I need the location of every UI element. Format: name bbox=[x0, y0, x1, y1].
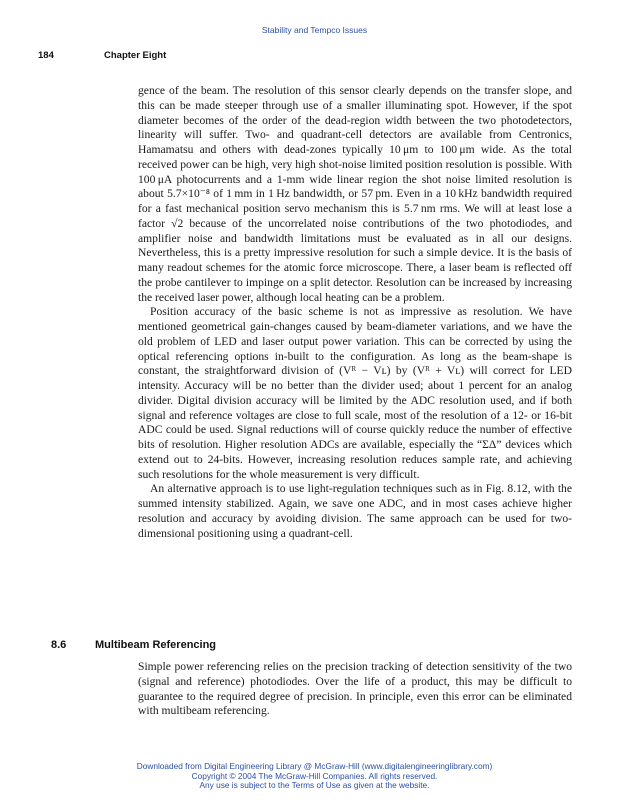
running-head: Stability and Tempco Issues bbox=[261, 25, 368, 35]
paragraph-alternative-approach: An alternative approach is to use light-regulation techniques such as in Fig. 8.12, with the summed intensity stabilized. Again, we save one ADC, and in most cases achieve higher resolution and accuracy by avoiding division. The same approach can be used for two-dimensional positioning using a quadrant-cell. bbox=[138, 482, 572, 540]
section-title: Multibeam Referencing bbox=[95, 639, 217, 651]
section-text bbox=[138, 660, 572, 719]
paragraph-multibeam: Simple power referencing relies on the precision tracking of detection sensitivity of the two (signal and reference) photodiodes. Over the life of a product, this may be difficult to guarantee to the required degree of precision. In principle, even this error can be eliminated with multibeam referencing. bbox=[138, 660, 572, 718]
footer-terms[interactable]: Any use is subject to the Terms of Use as given at the website. bbox=[199, 780, 430, 791]
section-number: 8.6 bbox=[51, 639, 67, 651]
paragraph-continued: gence of the beam. The resolution of this sensor clearly depends on the transfer slope, and this can be made steeper through use of a smaller illuminating spot. However, if the spot diameter becomes of the order of the dead-region width between the two photodetectors, linearity will suffer. Two- and quadrant-cell detectors are available from Centronics, Hamamatsu and others with dead-zones typically 10 μm to 100 μm wide. As the total received power can be high, very high shot-noise limited position resolution is possible. With 100 μA photocurrents and a 1-mm wide linear region the shot noise limited resolution is about 5.7×10⁻⁸ of 1 mm in 1 Hz bandwidth, or 57 pm. Even in a 10 kHz bandwidth required for a fast mechanical position servo mechanism this is 5.7 nm rms. We will at least lose a factor √2 because of the uncorrelated noise contributions of the two photodiodes, and amplifier noise and bandwidth limitations must be evaluated as in all our designs. Nevertheless, this is a pretty impressive resolution for such a simple device. It is the basis of many readout schemes for the atomic force microscope. There, a laser beam is reflected off the probe cantilever to impinge on a split detector. Resolution can be increased by increasing the received laser power, although local heating can be a problem. bbox=[138, 84, 572, 304]
footer-copyright: Copyright © 2004 The McGraw-Hill Companies. All rights reserved. bbox=[191, 770, 438, 781]
paragraph-position-accuracy: Position accuracy of the basic scheme is not as impressive as resolution. We have mentioned geometrical gain-changes caused by beam-diameter variations, and we have the old problem of LED and laser output power variation. This can be corrected by using the optical referencing options in-built to the configuration. As long as the beam-shape is constant, the straightforward division of (Vᴿ − Vʟ) by (Vᴿ + Vʟ) will correct for LED intensity. Accuracy will be no better than the divider used; about 1 percent for an analog divider. Digital division accuracy will be limited by the ADC resolution used, and if both signal and reference voltages are close to full scale, most of the resolution of a 12- or 16-bit ADC could be used. Signal reductions will of course quickly reduce the number of effective bits of resolution. Higher resolution ADCs are available, especially the “ΣΔ” devices which extend out to 24-bits. However, increasing resolution reduces sample rate, and achieving such resolutions for the whole measurement is very difficult. bbox=[138, 305, 572, 481]
footer-download-link[interactable]: Downloaded from Digital Engineering Library @ McGraw-Hill (www.digitalengineeringlibrary.com) bbox=[136, 761, 493, 771]
footer bbox=[0, 762, 629, 791]
section-heading bbox=[51, 639, 216, 651]
page-header bbox=[38, 50, 166, 61]
chapter-title: Chapter Eight bbox=[104, 50, 167, 61]
body-text bbox=[138, 84, 572, 541]
page-number: 184 bbox=[38, 50, 54, 61]
